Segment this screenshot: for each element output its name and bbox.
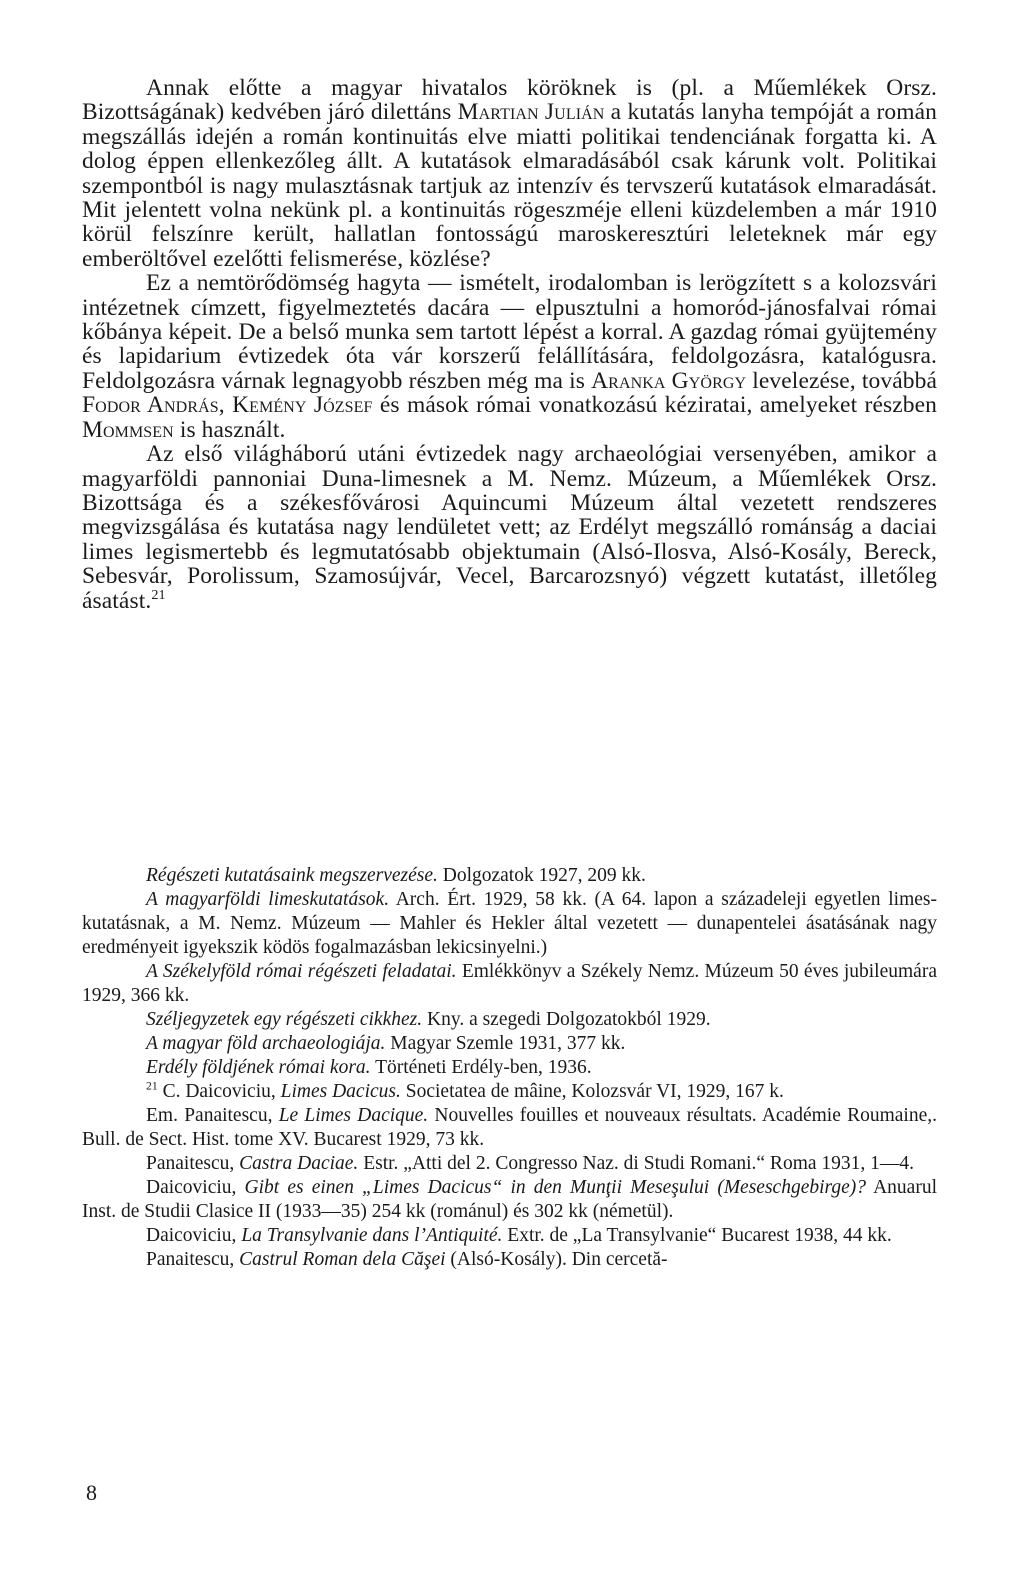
text-run: Anuarul Inst. de Studii Clasice II (1933—35) 254 kk (románul) és 302 kk (németül). xyxy=(82,1177,937,1222)
text-run: Daicoviciu, xyxy=(146,1177,245,1198)
italic-title: Le Limes Dacique. xyxy=(278,1105,429,1126)
text-run: Panaitescu, xyxy=(146,1249,240,1270)
footnote xyxy=(82,1176,937,1224)
author-name: Fodor András xyxy=(82,392,219,419)
text-run: Panaitescu, xyxy=(146,1153,240,1174)
author-name: Aranka György xyxy=(591,367,747,394)
italic-title: Régészeti kutatásaink megszervezése. xyxy=(146,865,438,886)
text-run: , xyxy=(218,392,233,419)
text-run: Em. Panaitescu, xyxy=(146,1105,279,1126)
footnote xyxy=(82,1224,937,1248)
text-run: (Alsó-Kosály). Din cercetă- xyxy=(445,1249,668,1270)
text-run: C. Daicoviciu, xyxy=(157,1081,281,1102)
text-run: is használt. xyxy=(173,416,286,443)
footnote xyxy=(82,888,937,960)
author-name: Mommsen xyxy=(82,416,174,443)
text-run: Emlékkönyv a Székely Nemz. Múzeum 50 éves jubileumára 1929, 366 kk. xyxy=(82,961,937,1006)
text-run: Történeti Erdély-ben, 1936. xyxy=(370,1057,592,1078)
footnote xyxy=(82,1056,937,1080)
page-number: 8 xyxy=(86,1480,97,1505)
footnote xyxy=(82,864,937,888)
text-run: Annak előtte a magyar hivatalos köröknek is (pl. a Műemlékek Orsz. Bizottságának) kedvében járó dilettáns xyxy=(82,75,937,126)
text-run: Societatea de mâine, Kolozsvár VI, 1929, 167 k. xyxy=(400,1081,784,1102)
italic-title: A magyarföldi limeskutatások. xyxy=(146,889,390,910)
footnote xyxy=(82,1248,937,1272)
italic-title: La Transylvanie dans l’Antiquité. xyxy=(241,1225,503,1246)
italic-title: Limes Dacicus. xyxy=(280,1081,401,1102)
text-run: Daicoviciu, xyxy=(146,1225,242,1246)
text-run: Magyar Szemle 1931, 377 kk. xyxy=(385,1033,626,1054)
footnote xyxy=(82,1032,937,1056)
italic-title: A Székelyföld római régészeti feladatai. xyxy=(146,961,457,982)
text-run: Arch. Ért. 1929, 58 kk. (A 64. lapon a századeleji egyetlen limes-kutatásnak, a M. Nemz. Múzeum — Mahler és Hekler által vezetett — dunapentelei ásatásának nagy eredményeit igyekszik ködös fogalmazásban lekicsinyelni.) xyxy=(82,889,937,958)
paragraph xyxy=(82,442,937,613)
text-run: Dolgozatok 1927, 209 kk. xyxy=(437,865,646,886)
paragraph xyxy=(82,76,937,271)
paragraph xyxy=(82,271,937,442)
footnotes xyxy=(82,864,937,1272)
text-run: Extr. de „La Transylvanie“ Bucarest 1938, 44 kk. xyxy=(502,1225,892,1246)
italic-title: Castrul Roman dela Căşei xyxy=(239,1249,446,1270)
italic-title: Széljegyzetek egy régészeti cikkhez. xyxy=(146,1009,423,1030)
italic-title: A magyar föld archaeologiája. xyxy=(146,1033,386,1054)
text-run: Estr. „Atti del 2. Congresso Naz. di Studi Romani.“ Roma 1931, 1—4. xyxy=(358,1153,915,1174)
author-name: Kemény József xyxy=(232,392,373,419)
text-run: és mások római vonatkozású kéziratai, amelyeket részben xyxy=(372,392,938,419)
text-run: a kutatás lanyha tempóját a román megszállás idején a román kontinuitás elve miatti politikai tendenciának forgatta ki. A dolog éppen ellenkezőleg állt. A kutatások elmaradásából csak kárunk volt. Politikai szempontból is nagy mulasztásnak tartjuk az intenzív és tervszerű kutatások elmaradását. Mit jelentett volna nekünk pl. a kontinuitás rögeszméje elleni küzdelemben a már 1910 körül felszínre került, hallatlan fontosságú maroskeresztúri leleteknek már egy emberöltővel ezelőtti felismerése, közlése? xyxy=(82,99,937,272)
text-run: Nouvelles fouilles et nouveaux résultats. Académie Roumaine,. Bull. de Sect. Hist. tome XV. Bucarest 1929, 73 kk. xyxy=(82,1105,937,1150)
footnote-ref: 21 xyxy=(151,586,166,603)
footnote xyxy=(82,1008,937,1032)
footnote xyxy=(82,960,937,1008)
footnote xyxy=(82,1152,937,1176)
text-run: Az első világháború utáni évtizedek nagy archaeológiai versenyében, amikor a magyarföldi pannoniai Duna-limesnek a M. Nemz. Múzeum, a Műemlékek Orsz. Bizottsága és a székesfővárosi Aquincumi Múzeum által vezetett rendszeres megvizsgálása és kutatása nagy lendületet vett; az Erdélyt megszálló románság a daciai limes legismertebb és legmutatósabb objektumain (Alsó-Ilosva, Alsó-Kosály, Bereck, Sebesvár, Porolissum, Szamosújvár, Vecel, Barcarozsnyó) végzett kutatást, illetőleg ásatást. xyxy=(82,441,937,614)
author-name: Martian Julián xyxy=(457,99,605,126)
footnote xyxy=(82,1080,937,1104)
italic-title: Erdély földjének római kora. xyxy=(146,1057,371,1078)
footnote-ref: 21 xyxy=(146,1079,158,1093)
text-run: Kny. a szegedi Dolgozatokból 1929. xyxy=(422,1009,711,1030)
italic-title: Castra Daciae. xyxy=(239,1153,359,1174)
italic-title: Gibt es einen „Limes Dacicus“ in den Munţii Meseşului (Meseschgebirge)? xyxy=(244,1177,867,1198)
text-run: Ez a nemtörődömség hagyta — ismételt, irodalomban is lerögzített s a kolozsvári intézetnek címzett, figyelmeztetés dacára — elpusztulni a homoród-jánosfalvai római kőbánya képeit. De a belső munka sem tartott lépést a korral. A gazdag római gyüjtemény és lapidarium évtizedek óta vár korszerű felállítására, feldolgozásra, katalógusra. Feldolgozásra várnak legnagyobb részben még ma is xyxy=(82,270,937,394)
main-text xyxy=(82,76,937,613)
text-run: levelezése, továbbá xyxy=(746,367,937,394)
footnote xyxy=(82,1104,937,1152)
